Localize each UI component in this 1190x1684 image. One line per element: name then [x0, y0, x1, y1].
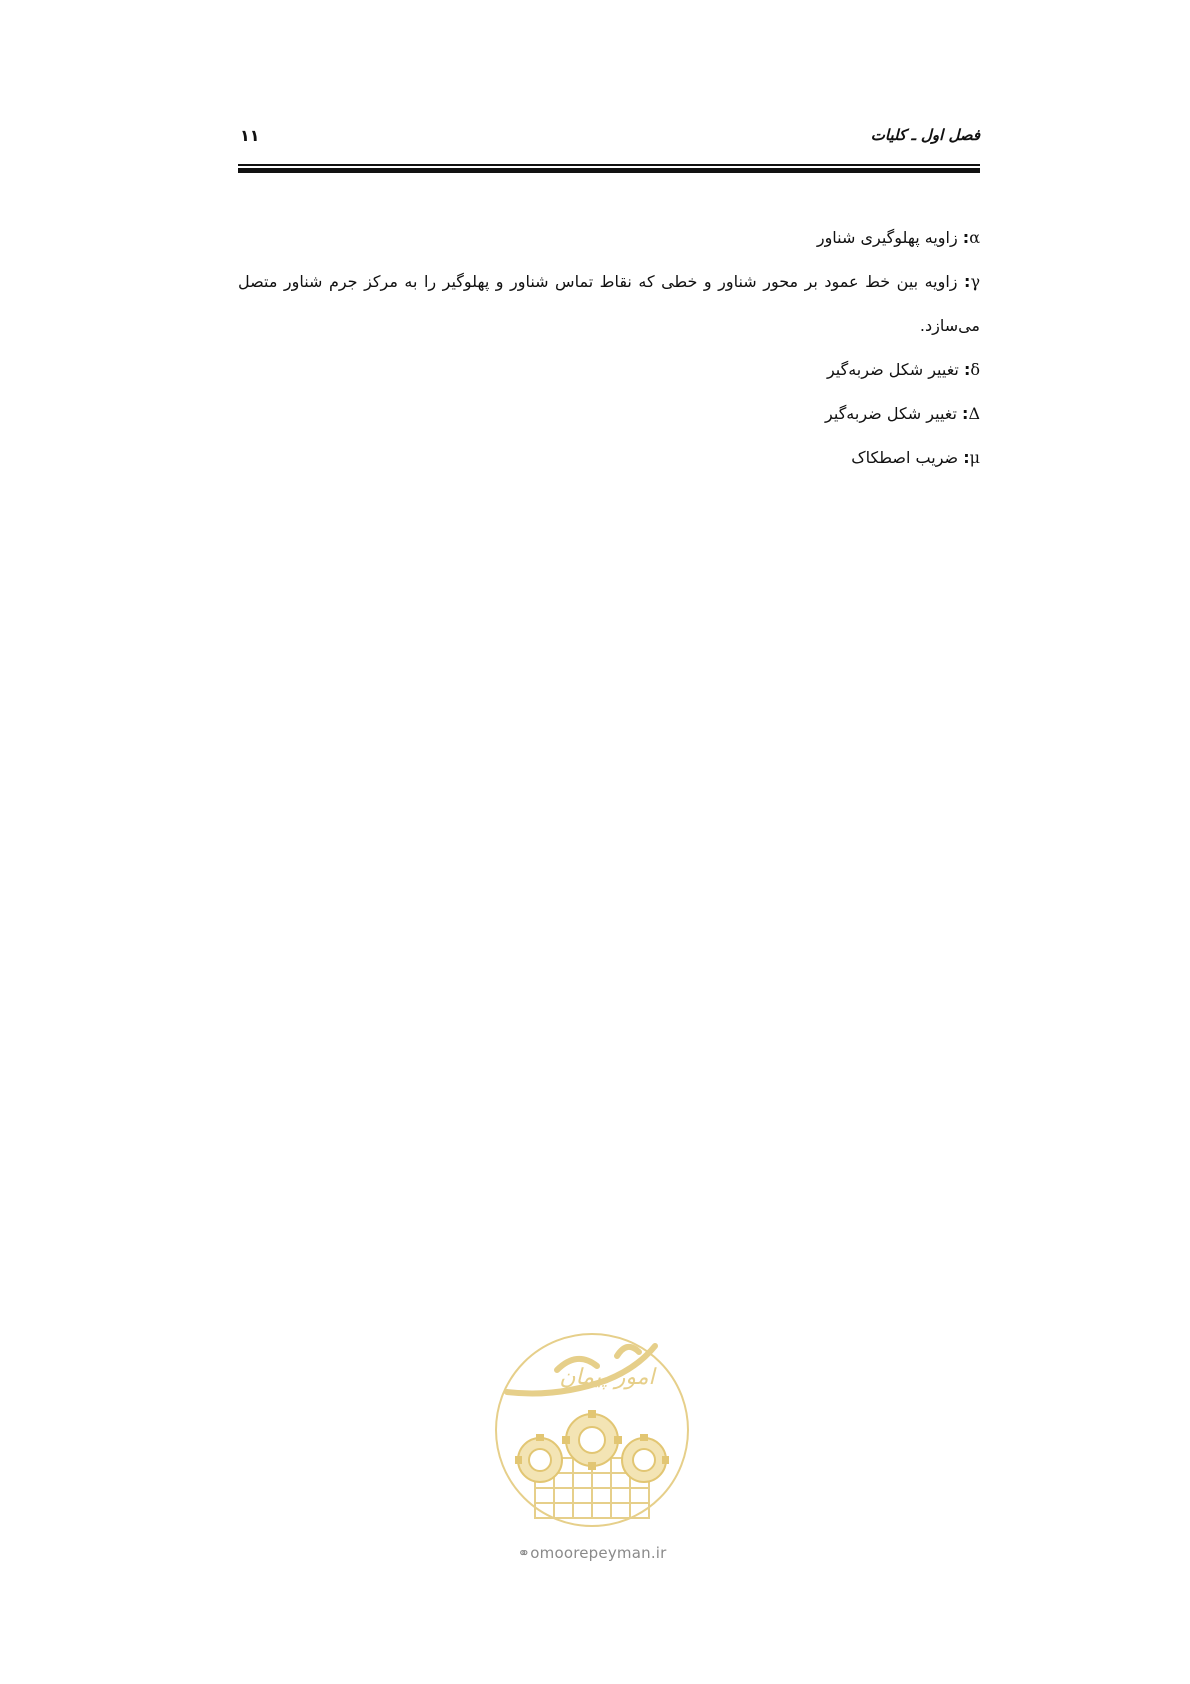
watermark-logo	[487, 1326, 697, 1536]
definition-text: ضریب اصطکاک	[851, 448, 964, 467]
definition-text: زاویه پهلوگیری شناور	[816, 228, 963, 247]
definition-text: تغییر شکل ضربه‌گیر	[826, 360, 964, 379]
watermark-url-text: omoorepeyman.ir	[530, 1544, 667, 1562]
symbol: Δ	[968, 404, 980, 423]
header-rule-thick	[238, 168, 980, 173]
definition-delta-capital: Δ: تغییر شکل ضربه‌گیر	[825, 404, 980, 423]
watermark-logo-text: امور پیمان	[559, 1365, 655, 1390]
page-number: ۱۱	[240, 126, 260, 145]
globe-icon: ⚭	[517, 1544, 531, 1562]
definition-alpha: α: زاویه پهلوگیری شناور	[816, 228, 980, 247]
symbol: γ	[970, 272, 980, 291]
watermark-url	[487, 1544, 697, 1562]
symbol-definitions	[238, 216, 980, 480]
symbol: δ	[970, 360, 980, 379]
definition-text: تغییر شکل ضربه‌گیر	[825, 404, 963, 423]
page-header	[238, 126, 980, 156]
definition-text: زاویه بین خط عمود بر محور شناور و خطی که نقاط تماس شناور و پهلوگیر را به مرکز جرم شناور متصل می‌سازد.	[238, 272, 980, 335]
symbol: α	[969, 228, 980, 247]
definition-delta-small: δ: تغییر شکل ضربه‌گیر	[826, 360, 980, 379]
header-rule-thin	[238, 164, 980, 166]
chapter-title: فصل اول ـ کلیات	[870, 126, 980, 144]
definition-gamma: γ: زاویه بین خط عمود بر محور شناور و خطی که نقاط تماس شناور و پهلوگیر را به مرکز جرم شناور متصل می‌سازد.	[238, 272, 980, 335]
definition-mu: μ: ضریب اصطکاک	[851, 448, 980, 467]
watermark	[487, 1326, 697, 1576]
symbol: μ	[969, 448, 980, 467]
